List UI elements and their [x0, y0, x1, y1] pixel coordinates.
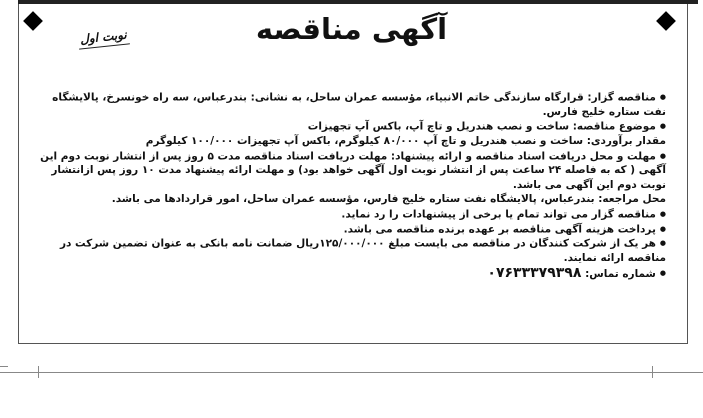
notice-item-text: هر یک از شرکت کنندگان در مناقصه می بایست مبلغ ۱۲۵/۰۰۰/۰۰۰ریال ضمانت نامه بانکی به عنوان تضمین شرکت در مناقصه ارائه نمایند. — [59, 237, 666, 264]
phone-label: شماره تماس: — [585, 267, 656, 280]
notice-item-text: موضوع مناقصه: ساخت و نصب هندریل و تاچ آپ، باکس آپ تجهیزات — [307, 120, 656, 133]
notice-body — [34, 90, 666, 281]
publication-round-badge: نوبت اول — [79, 27, 128, 47]
notice-item-text: مهلت و محل دریافت اسناد مناقصه و ارائه پیشنهاد: مهلت دریافت اسناد مناقصه مدت ۵ روز پس از انتشار نوبت دوم این آگهی ( که به فاصله ۲۴ ساعت پس از انتشار نوبت اول آگهی خواهد بود) و مهلت ارائه پیشنهاد مدت ۱۰ روز پس ازانتشار نوبت دوم این آگهی می باشد. — [40, 149, 666, 191]
bullet-icon: ● — [659, 151, 666, 160]
bullet-icon: ● — [659, 239, 666, 248]
notice-item-tenderer — [34, 90, 666, 119]
notice-item-text: مناقصه گزار می تواند تمام یا برخی از پیشنهادات را رد نماید. — [341, 208, 656, 220]
column-tick-mark — [38, 366, 39, 378]
bullet-icon: ● — [659, 209, 666, 218]
notice-item-text: پرداخت هزینه آگهی مناقصه بر عهده برنده مناقصه می باشد. — [343, 222, 656, 235]
column-tick-mark — [652, 366, 653, 378]
notice-item-text: مناقصه گزار: قرارگاه سازندگی خاتم الانبیاء، مؤسسه عمران ساحل، به نشانی: بندرعباس، سه راه خونسرخ، پالایشگاه نفت ستاره خلیج فارس. — [52, 91, 666, 118]
bottom-divider-line — [0, 372, 703, 373]
notice-item-deadline — [34, 149, 666, 193]
bullet-icon: ● — [659, 122, 666, 131]
phone-number: ۰۷۶۳۳۳۷۹۳۹۸ — [487, 264, 582, 281]
bullet-icon: ● — [659, 93, 666, 101]
notice-item-cost — [34, 222, 666, 237]
bullet-icon: ● — [659, 269, 666, 278]
notice-item-guarantee — [34, 236, 666, 265]
notice-item-location — [34, 192, 666, 207]
notice-item-estimate — [34, 134, 666, 149]
notice-item-text: محل مراجعه: بندرعباس، پالایشگاه نفت ستاره خلیج فارس، مؤسسه عمران ساحل، امور قراردادها می باشد. — [111, 193, 666, 206]
notice-item-rejection — [34, 207, 666, 222]
notice-item-phone — [34, 266, 666, 282]
bottom-corner-mark — [0, 366, 8, 375]
notice-item-text: مقدار برآوردی: ساخت و نصب هندریل و تاچ آپ ۸۰/۰۰۰ کیلوگرم، باکس آپ تجهیزات ۱۰۰/۰۰۰ کیلوگرم — [145, 135, 666, 147]
bullet-icon: ● — [659, 224, 666, 233]
notice-title: آگهی مناقصه — [255, 12, 448, 46]
notice-item-subject — [34, 119, 666, 134]
